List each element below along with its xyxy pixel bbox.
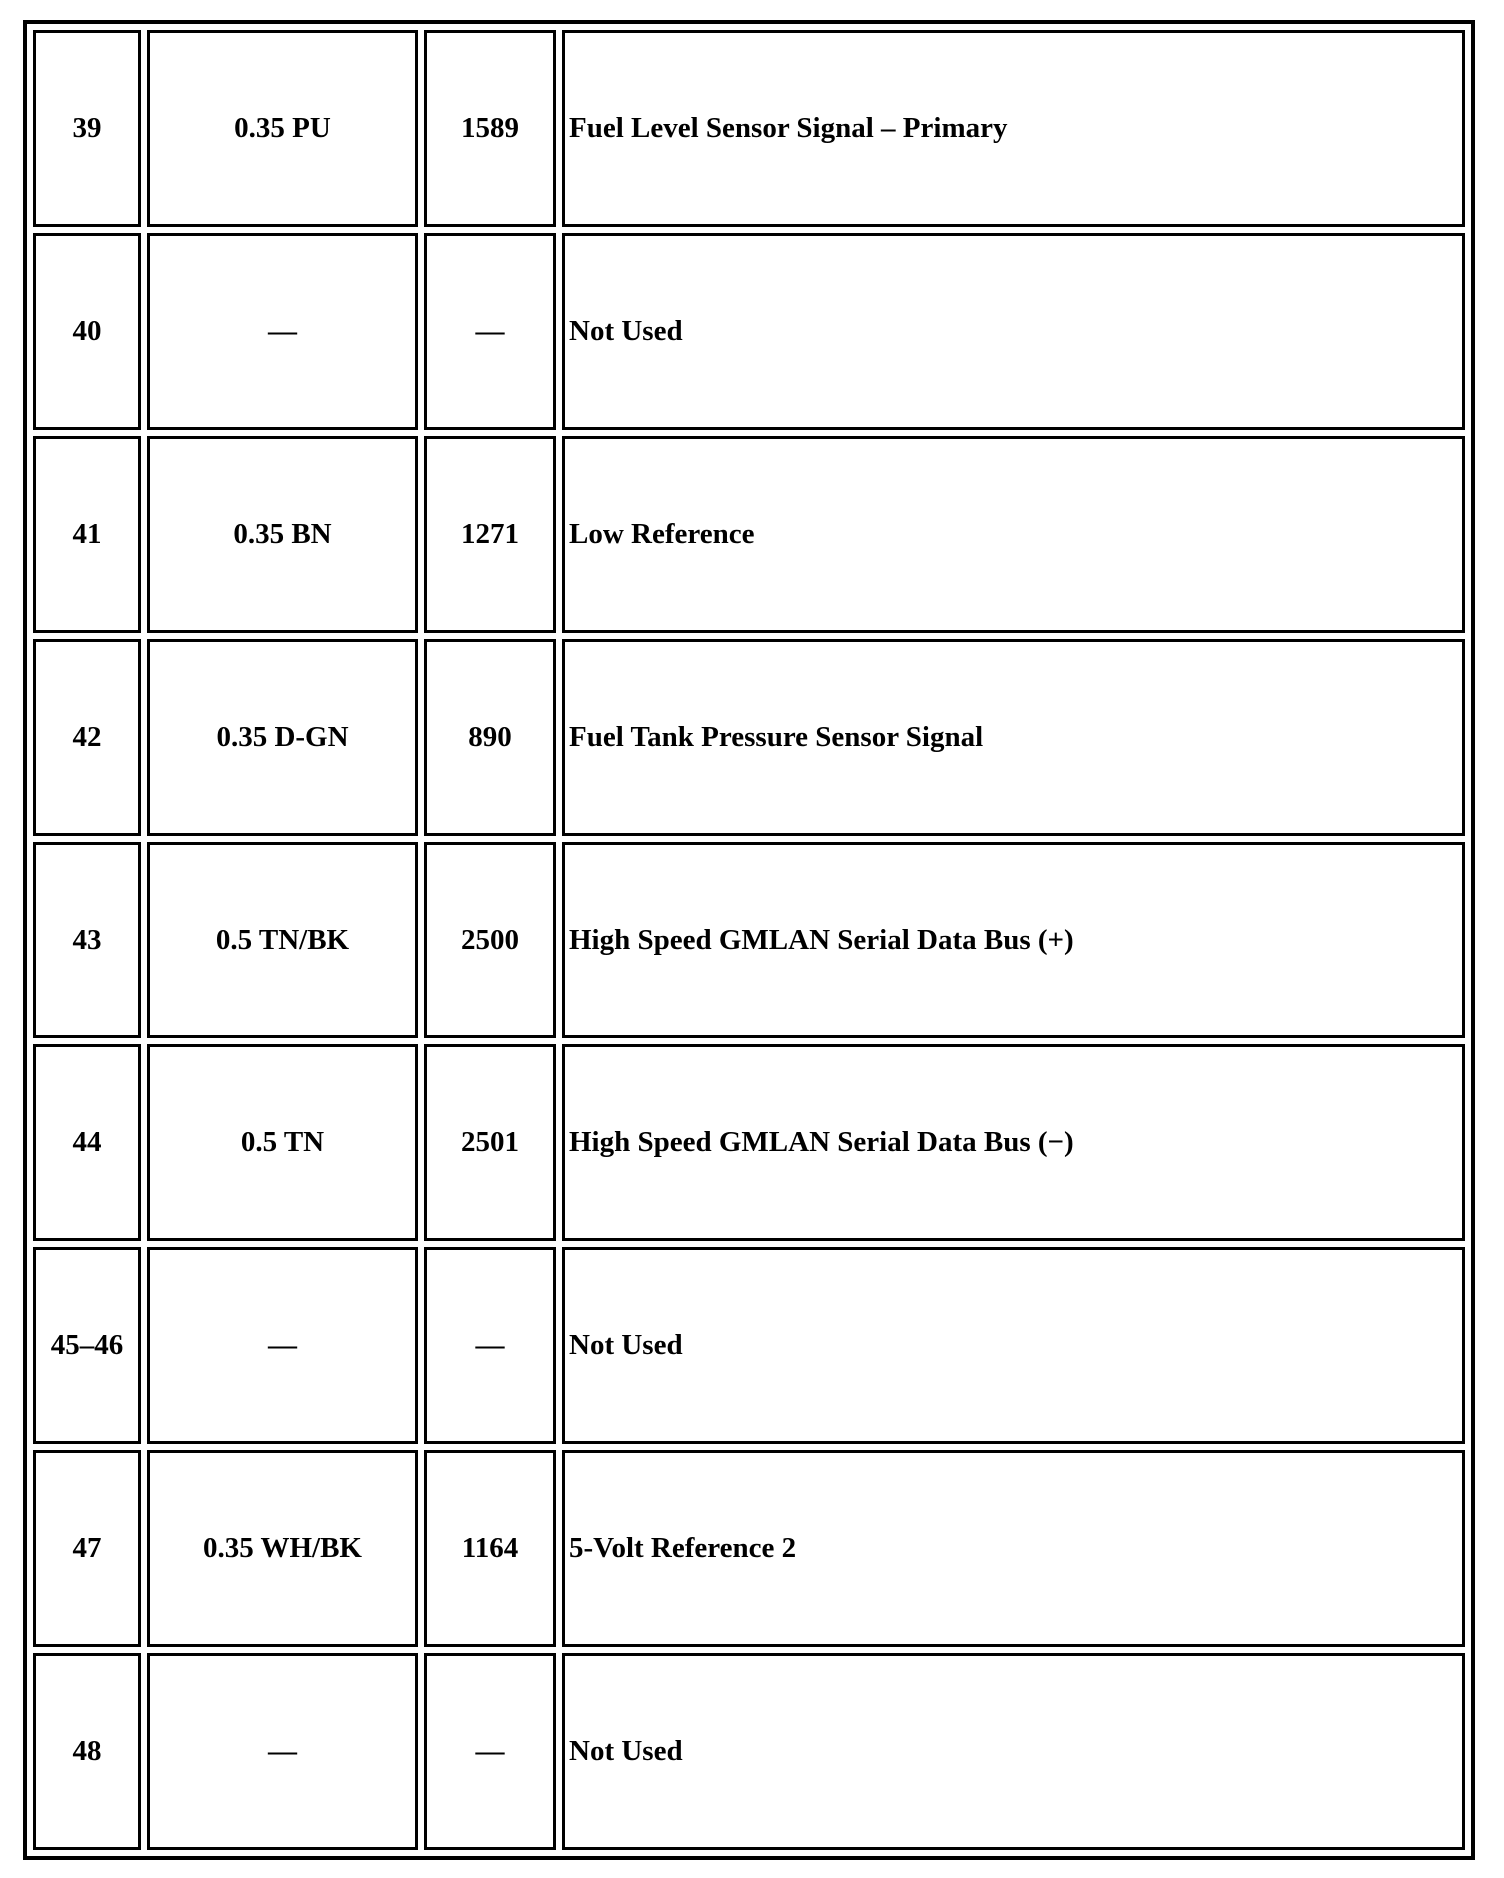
pin-number-cell: 45–46 xyxy=(33,1247,141,1444)
table-row xyxy=(33,1450,1465,1647)
circuit-number-cell: 2501 xyxy=(424,1044,556,1241)
table-row xyxy=(33,1247,1465,1444)
function-cell: Fuel Level Sensor Signal – Primary xyxy=(562,30,1465,227)
table-row xyxy=(33,1653,1465,1850)
table-row xyxy=(33,30,1465,227)
circuit-number-cell: — xyxy=(424,233,556,430)
function-cell: Not Used xyxy=(562,1653,1465,1850)
pin-number-cell: 39 xyxy=(33,30,141,227)
pin-number-cell: 41 xyxy=(33,436,141,633)
wire-color-cell: 0.35 D-GN xyxy=(147,639,418,836)
circuit-number-cell: 1164 xyxy=(424,1450,556,1647)
table-row xyxy=(33,1044,1465,1241)
wire-color-cell: 0.35 BN xyxy=(147,436,418,633)
pin-number-cell: 47 xyxy=(33,1450,141,1647)
pin-table xyxy=(27,24,1471,1856)
wire-color-cell: — xyxy=(147,1247,418,1444)
wire-color-cell: 0.5 TN/BK xyxy=(147,842,418,1039)
pin-number-cell: 44 xyxy=(33,1044,141,1241)
table-row xyxy=(33,842,1465,1039)
function-cell: High Speed GMLAN Serial Data Bus (+) xyxy=(562,842,1465,1039)
function-cell: Not Used xyxy=(562,233,1465,430)
wire-color-cell: 0.35 WH/BK xyxy=(147,1450,418,1647)
circuit-number-cell: — xyxy=(424,1653,556,1850)
function-cell: High Speed GMLAN Serial Data Bus (−) xyxy=(562,1044,1465,1241)
circuit-number-cell: 1271 xyxy=(424,436,556,633)
function-cell: Not Used xyxy=(562,1247,1465,1444)
function-cell: 5-Volt Reference 2 xyxy=(562,1450,1465,1647)
pin-number-cell: 40 xyxy=(33,233,141,430)
table-row xyxy=(33,233,1465,430)
circuit-number-cell: — xyxy=(424,1247,556,1444)
wire-color-cell: — xyxy=(147,233,418,430)
pin-number-cell: 42 xyxy=(33,639,141,836)
wire-color-cell: 0.35 PU xyxy=(147,30,418,227)
wire-color-cell: — xyxy=(147,1653,418,1850)
pin-number-cell: 43 xyxy=(33,842,141,1039)
wire-color-cell: 0.5 TN xyxy=(147,1044,418,1241)
pin-number-cell: 48 xyxy=(33,1653,141,1850)
function-cell: Fuel Tank Pressure Sensor Signal xyxy=(562,639,1465,836)
table-row xyxy=(33,639,1465,836)
circuit-number-cell: 2500 xyxy=(424,842,556,1039)
table-row xyxy=(33,436,1465,633)
connector-pin-table xyxy=(23,20,1475,1860)
circuit-number-cell: 890 xyxy=(424,639,556,836)
circuit-number-cell: 1589 xyxy=(424,30,556,227)
function-cell: Low Reference xyxy=(562,436,1465,633)
